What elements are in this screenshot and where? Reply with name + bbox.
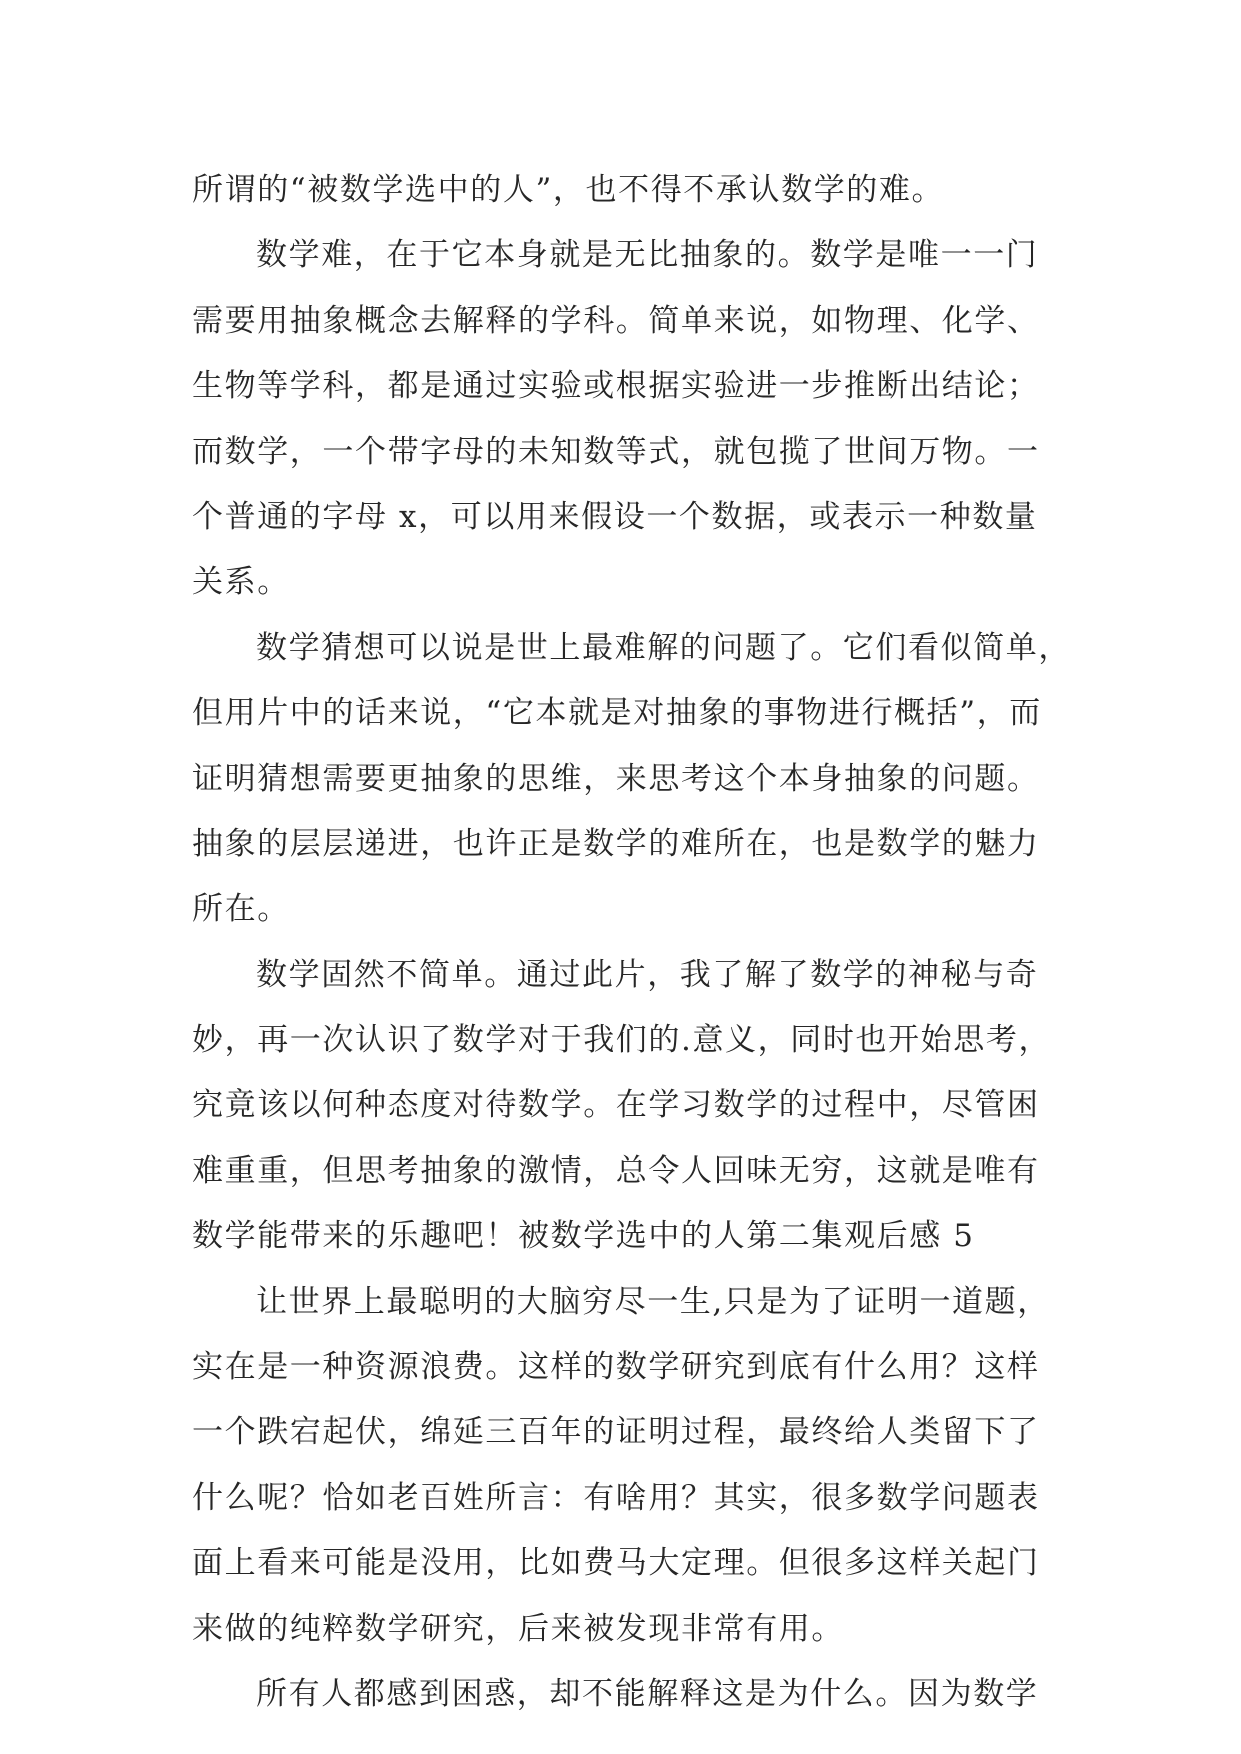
text-line: 让世界上最聪明的大脑穷尽一生,只是为了证明一道题， (256, 1283, 1050, 1320)
text-line: 妙，再一次认识了数学对于我们的.意义，同时也开始思考， (192, 1022, 1052, 1059)
text-line: 所在。 (192, 891, 290, 928)
text-line: 数学固然不简单。通过此片，我了解了数学的神秘与奇 (256, 956, 1039, 993)
text-line: 来做的纯粹数学研究，后来被发现非常有用。 (192, 1610, 844, 1647)
text-line: 个普通的字母 x，可以用来假设一个数据，或表示一种数量 (192, 498, 1038, 535)
text-line: 数学难，在于它本身就是无比抽象的。数学是唯一一门 (256, 237, 1039, 274)
text-line: 而数学，一个带字母的未知数等式，就包揽了世间万物。一 (192, 433, 1040, 470)
text-line: 但用片中的话来说，“它本就是对抽象的事物进行概括”，而 (192, 695, 1042, 732)
text-line: 所谓的“被数学选中的人”，也不得不承认数学的难。 (192, 172, 945, 208)
text-line: 证明猜想需要更抽象的思维，来思考这个本身抽象的问题。 (192, 760, 1040, 797)
text-line: 什么呢？恰如老百姓所言：有啥用？其实，很多数学问题表 (192, 1479, 1040, 1516)
text-line: 数学能带来的乐趣吧！被数学选中的人第二集观后感 5 (192, 1218, 975, 1255)
text-line: 实在是一种资源浪费。这样的数学研究到底有什么用？这样 (192, 1349, 1040, 1386)
text-line: 需要用抽象概念去解释的学科。简单来说，如物理、化学、 (192, 302, 1040, 339)
text-line: 抽象的层层递进，也许正是数学的难所在，也是数学的魅力 (192, 825, 1040, 862)
text-line: 一个跌宕起伏，绵延三百年的证明过程，最终给人类留下了 (192, 1414, 1040, 1451)
text-line: 所有人都感到困惑，却不能解释这是为什么。因为数学 (256, 1675, 1039, 1712)
text-line: 难重重，但思考抽象的激情，总令人回味无穷，这就是唯有 (192, 1152, 1040, 1189)
text-line: 生物等学科，都是通过实验或根据实验进一步推断出结论； (192, 368, 1040, 405)
text-line: 关系。 (192, 564, 290, 601)
text-line: 数学猜想可以说是世上最难解的问题了。它们看似简单， (256, 629, 1071, 666)
text-line: 面上看来可能是没用，比如费马大定理。但很多这样关起门 (192, 1545, 1040, 1582)
text-line: 究竟该以何种态度对待数学。在学习数学的过程中，尽管困 (192, 1087, 1040, 1124)
body-text (192, 158, 1082, 1727)
